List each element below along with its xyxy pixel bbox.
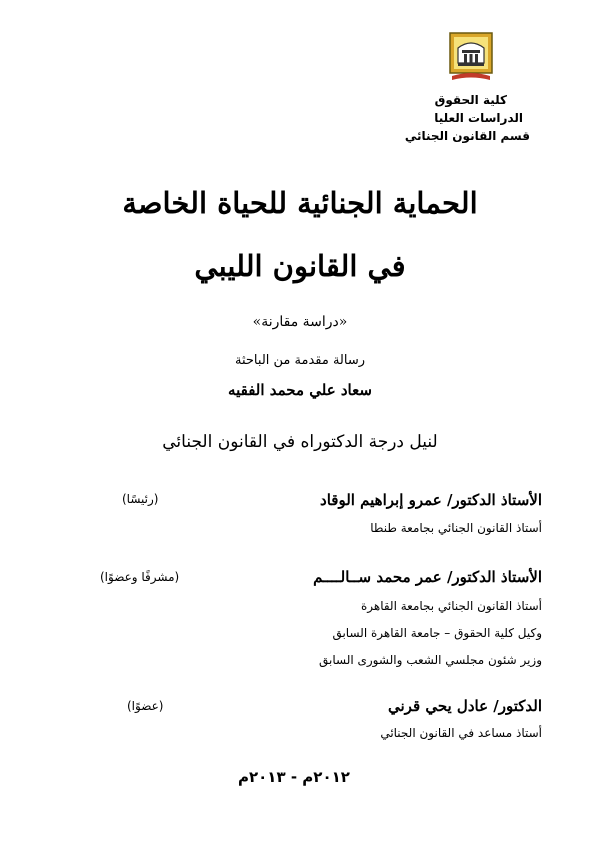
committee-member-position: أستاذ القانون الجنائي بجامعة القاهرة xyxy=(360,599,542,613)
cairo-university-logo-icon xyxy=(448,30,494,82)
thesis-subtitle: «دراسة مقارنة» xyxy=(252,314,348,330)
degree-statement: لنيل درجة الدكتوراه في القانون الجنائي xyxy=(162,432,438,452)
author-name: سعاد علي محمد الفقيه xyxy=(228,381,372,399)
committee-member-position: وزير شئون مجلسي الشعب والشورى السابق xyxy=(318,653,542,667)
committee-member-name: الأستاذ الدكتور/ عمرو إبراهيم الوقاد xyxy=(320,491,542,509)
committee-member-role: (مشرفًا وعضوًا) xyxy=(100,570,180,584)
presented-by-label: رسالة مقدمة من الباحثة xyxy=(235,353,365,368)
committee-member-position: أستاذ مساعد في القانون الجنائي xyxy=(380,726,542,740)
faculty-name: كلية الحقوق xyxy=(434,93,507,107)
committee-member-role: (رئيسًا) xyxy=(122,492,159,506)
committee-member-position: وكيل كلية الحقوق – جامعة القاهرة السابق xyxy=(332,626,542,640)
committee-member-role: (عضوًا) xyxy=(127,699,164,713)
committee-member-name: الدكتور/ عادل يحي قرني xyxy=(388,697,542,715)
academic-year: ٢٠١٢م - ٢٠١٣م xyxy=(238,768,350,786)
thesis-title-line-1: الحماية الجنائية للحياة الخاصة xyxy=(122,186,478,220)
division-name: الدراسات العليا xyxy=(434,111,523,125)
committee-member-name: الأستاذ الدكتور/ عمر محمد ســالــــم xyxy=(313,568,542,586)
thesis-title-line-2: في القانون الليبي xyxy=(194,249,406,283)
committee-member-position: أستاذ القانون الجنائي بجامعة طنطا xyxy=(370,521,542,535)
department-name: قسم القانون الجنائي xyxy=(404,129,530,143)
